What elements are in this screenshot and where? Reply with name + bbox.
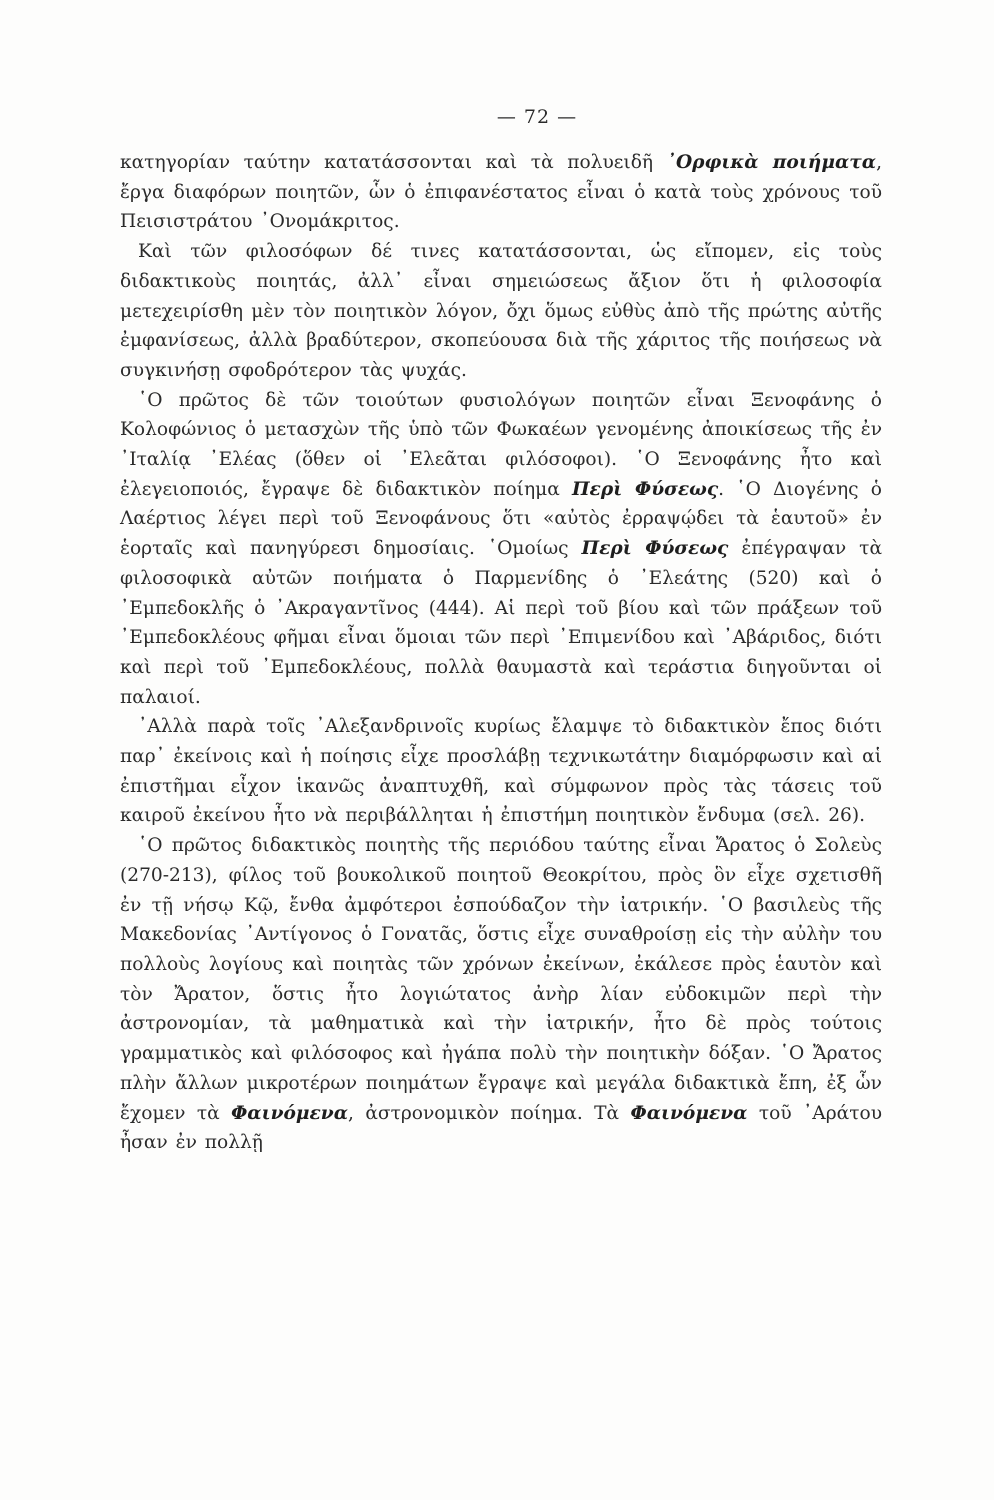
paragraph [120, 386, 882, 713]
paragraph [120, 237, 882, 386]
text-run: ἐπέγραψαν τὰ φιλοσοφικὰ αὐτῶν ποιήματα ὁ Παρμενίδης ὁ ᾿Ελεάτης (520) καὶ ὁ ᾿Εμπεδοκλῆς ὁ ᾿Ακραγαντῖνος (444). Αἱ περὶ τοῦ βίου καὶ τῶν πράξεων τοῦ ᾿Εμπεδοκλέους φῆμαι εἶναι ὅμοιαι τῶν περὶ ᾿Επιμενίδου καὶ ᾿Αβάριδος, διότι καὶ περὶ τοῦ ᾿Εμπεδοκλέους, πολλὰ θαυμαστὰ καὶ τεράστια διηγοῦνται οἱ παλαιοί. [120, 538, 882, 708]
italic-title: Φαινόμενα [630, 1102, 748, 1124]
text-run: ῾Ο πρῶτος διδακτικὸς ποιητὴς τῆς περιόδου ταύτης εἶναι Ἄρατος ὁ Σολεὺς (270-213), φίλος τοῦ βουκολικοῦ ποιητοῦ Θεοκρίτου, πρὸς ὃν εἶχε σχετισθῆ ἐν τῇ νήσῳ Κῷ, ἔνθα ἀμφότεροι ἐσπούδαζον τὴν ἰατρικήν. ῾Ο βασιλεὺς τῆς Μακεδονίας ᾿Αντίγονος ὁ Γονατᾶς, ὅστις εἶχε συναθροίσῃ εἰς τὴν αὐλὴν του πολλοὺς λογίους καὶ ποιητὰς τῶν χρόνων ἐκείνων, ἐκάλεσε πρὸς ἑαυτὸν καὶ τὸν Ἄρατον, ὅστις ἦτο λογιώτατος ἀνὴρ λίαν εὐδοκιμῶν περὶ τὴν ἀστρονομίαν, τὰ μαθηματικὰ καὶ τὴν ἰατρικήν, ἦτο δὲ πρὸς τούτοις γραμματικὸς καὶ φιλόσοφος καὶ ἠγάπα πολὺ τὴν ποιητικὴν δόξαν. ῾Ο Ἄρατος πλὴν ἄλλων μικροτέρων ποιημάτων ἔγραψε καὶ μεγάλα διδακτικὰ ἔπη, ἐξ ὧν ἔχομεν τὰ [120, 835, 882, 1124]
text-run: . ῾Ο Διογένης ὁ Λαέρτιος λέγει περὶ τοῦ Ξενοφάνους ὅτι «αὐτὸς ἐρραψῴδει τὰ ἑαυτοῦ» ἐν ἑορταῖς καὶ πανηγύρεσι δημοσίαις. ῾Ομοίως [120, 478, 882, 560]
italic-title: ᾿Ορφικὰ ποιήματα [666, 152, 877, 173]
text-run: ῾Ο πρῶτος δὲ τῶν τοιούτων φυσιολόγων ποιητῶν εἶναι Ξενοφάνης ὁ Κολοφώνιος ὁ μετασχὼν τῆς ὑπὸ τῶν Φωκαέων γενομένης ἀποικίσεως τῆς ἐν ᾿Ιταλίᾳ ᾿Ελέας (ὅθεν οἱ ᾿Ελεᾶται φιλόσοφοι). ῾Ο Ξενοφάνης ἦτο καὶ ἐλεγειοποιός, ἔγραψε δὲ διδακτικὸν ποίημα [120, 389, 882, 500]
text-run: κατηγορίαν ταύτην κατατάσσονται καὶ τὰ πολυειδῆ [120, 152, 667, 173]
text-run: Καὶ τῶν φιλοσόφων δέ τινες κατατάσσονται, ὡς εἴπομεν, εἰς τοὺς διδακτικοὺς ποιητάς, ἀλλ᾿ εἶναι σημειώσεως ἄξιον ὅτι ἡ φιλοσοφία μετεχειρίσθη μὲν τὸν ποιητικὸν λόγον, ὄχι ὅμως εὐθὺς ἀπὸ τῆς πρώτης αὐτῆς ἐμφανίσεως, ἀλλὰ βραδύτερον, σκοπεύουσα διὰ τῆς χάριτος τῆς ποιήσεως νὰ συγκινήσῃ σφοδρότερον τὰς ψυχάς. [120, 241, 882, 381]
body-text [120, 148, 882, 1158]
paragraph [120, 712, 882, 831]
text-run: ᾿Αλλὰ παρὰ τοῖς ᾿Αλεξανδρινοῖς κυρίως ἔλαμψε τὸ διδακτικὸν ἔπος διότι παρ᾿ ἐκείνοις καὶ ἡ ποίησις εἶχε προσλάβῃ τεχνικωτάτην διαμόρφωσιν καὶ αἱ ἐπιστῆμαι εἶχον ἱκανῶς ἀναπτυχθῆ, καὶ σύμφωνον πρὸς τὰς τάσεις τοῦ καιροῦ ἐκείνου ἦτο νὰ περιβάλληται ἡ ἐπιστήμη ποιητικὸν ἔνδυμα (σελ. 26). [120, 716, 882, 827]
paragraph [120, 831, 882, 1158]
italic-title: Φαινόμενα [231, 1102, 349, 1124]
page-number: — 72 — [496, 106, 578, 128]
text-run: , ἔργα διαφόρων ποιητῶν, ὧν ὁ ἐπιφανέστατος εἶναι ὁ κατὰ τοὺς χρόνους τοῦ Πεισιστράτου ᾿Ονομάκριτος. [120, 152, 882, 233]
text-run: , ἀστρονομικὸν ποίημα. Τὰ [348, 1102, 631, 1124]
italic-title: Περὶ Φύσεως [571, 478, 719, 500]
text-run: τοῦ ᾿Αράτου ἦσαν ἐν πολλῇ [120, 1102, 883, 1154]
paragraph [120, 148, 882, 237]
italic-title: Περὶ Φύσεως [581, 538, 729, 560]
